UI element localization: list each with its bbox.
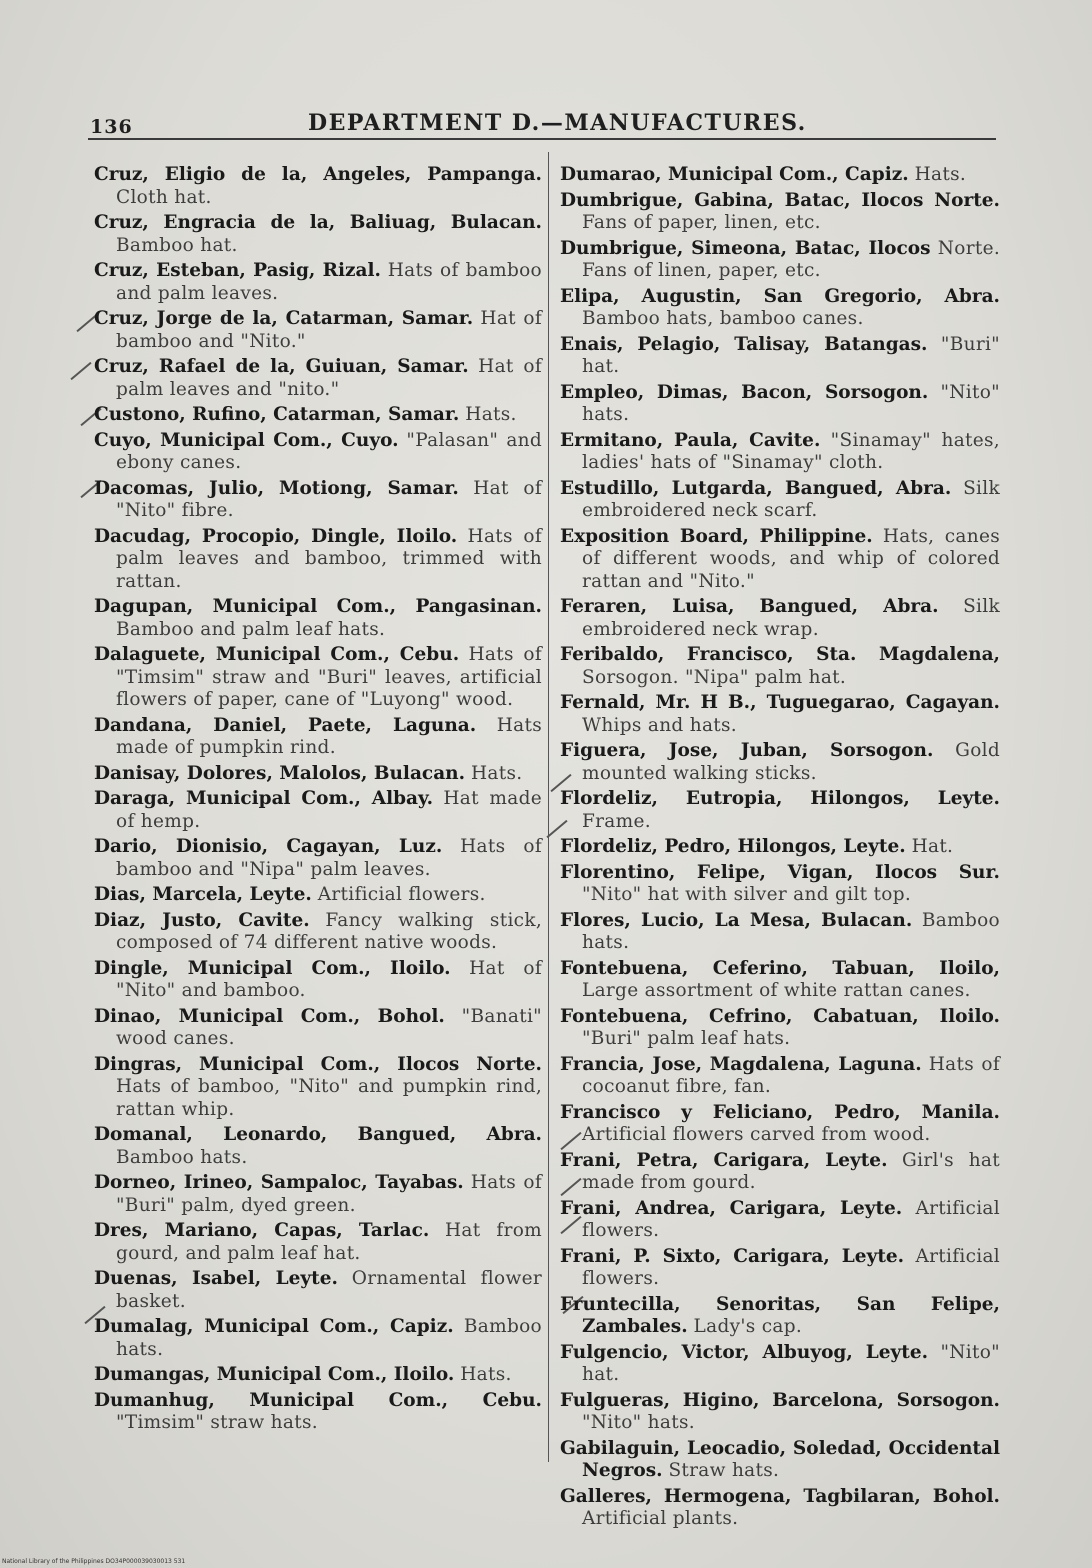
exhibitor-name: Empleo, Dimas, Bacon, Sorsogon. xyxy=(560,381,929,403)
exhibitor-name: Dacudag, Procopio, Dingle, Iloilo. xyxy=(94,525,458,547)
exhibitor-name: Dumbrigue, Simeona, Batac, Ilocos xyxy=(560,237,931,259)
exhibitor-name: Francisco y Feliciano, Pedro, Manila. xyxy=(560,1101,1000,1123)
exhibit-description: Hats of bamboo and "Nipa" palm leaves. xyxy=(116,836,543,880)
exhibitor-name: Dagupan, Municipal Com., Pangasinan. xyxy=(94,596,542,617)
exhibitor-name: Dario, Dionisio, Cagayan, Luz. xyxy=(94,836,443,857)
exhibitor-entry xyxy=(560,1486,1000,1531)
exhibit-description: Artificial flowers. xyxy=(317,884,486,905)
exhibitor-name: Cruz, Jorge de la, Catarman, Samar. xyxy=(94,308,474,329)
exhibitor-entry xyxy=(94,1054,542,1122)
exhibitor-name: Fruntecilla, Senoritas, San Felipe, Zambales. xyxy=(560,1293,1000,1337)
exhibitor-entry xyxy=(560,788,1000,833)
exhibitor-entry xyxy=(560,164,1000,187)
exhibitor-name: Flordeliz, Pedro, Hilongos, Leyte. xyxy=(560,836,906,857)
exhibit-description: "Palasan" and ebony canes. xyxy=(116,429,543,473)
exhibitor-entry xyxy=(94,308,542,353)
header-rule xyxy=(88,138,996,140)
exhibitor-name: Enais, Pelagio, Talisay, Batangas. xyxy=(560,333,928,355)
exhibitor-entry xyxy=(560,1150,1000,1195)
exhibit-description: Hats. xyxy=(465,404,517,425)
exhibitor-entry xyxy=(94,884,542,907)
exhibit-description: Gold mounted walking sticks. xyxy=(582,740,1000,784)
exhibit-description: "Sinamay" hates, ladies' hats of "Sinamay" cloth. xyxy=(582,429,1000,473)
exhibitor-entry xyxy=(560,1198,1000,1243)
exhibitor-name: Dumarao, Municipal Com., Capiz. xyxy=(560,164,909,185)
scan-footer: National Library of the Philippines DO34P000039030013 531 xyxy=(2,1558,186,1565)
exhibitor-name: Dorneo, Irineo, Sampaloc, Tayabas. xyxy=(94,1172,464,1193)
right-column xyxy=(560,164,1000,1534)
exhibitor-name: Cruz, Esteban, Pasig, Rizal. xyxy=(94,260,381,281)
exhibitor-entry xyxy=(94,836,542,881)
exhibitor-entry xyxy=(560,526,1000,594)
exhibitor-name: Domanal, Leonardo, Bangued, Abra. xyxy=(94,1124,542,1145)
exhibit-description: Hats. xyxy=(470,762,523,784)
exhibitor-entry xyxy=(94,1172,542,1217)
exhibitor-name: Dres, Mariano, Capas, Tarlac. xyxy=(94,1220,430,1241)
exhibit-description: Silk embroidered neck wrap. xyxy=(582,596,1000,640)
exhibitor-name: Dandana, Daniel, Paete, Laguna. xyxy=(94,714,477,736)
exhibitor-entry xyxy=(94,260,542,305)
exhibitor-entry xyxy=(560,430,1000,475)
exhibitor-name: Cruz, Eligio de la, Angeles, Pampanga. xyxy=(94,164,542,185)
exhibitor-entry xyxy=(94,1390,542,1435)
exhibitor-entry xyxy=(94,164,542,209)
exhibitor-name: Dingras, Municipal Com., Ilocos Norte. xyxy=(94,1053,542,1075)
exhibitor-name: Francia, Jose, Magdalena, Laguna. xyxy=(560,1053,922,1075)
exhibit-description: Hats of bamboo, "Nito" and pumpkin rind, rattan whip. xyxy=(116,1076,542,1120)
exhibitor-entry xyxy=(560,836,1000,859)
exhibitor-entry xyxy=(560,692,1000,737)
exhibit-description: "Banati" wood canes. xyxy=(116,1005,542,1049)
exhibitor-entry xyxy=(560,958,1000,1003)
exhibitor-name: Flores, Lucio, La Mesa, Bulacan. xyxy=(560,909,913,931)
exhibit-description: Cloth hat. xyxy=(116,186,212,208)
exhibitor-entry xyxy=(94,958,542,1003)
exhibitor-entry xyxy=(94,526,542,594)
exhibitor-entry xyxy=(94,212,542,257)
exhibitor-name: Estudillo, Lutgarda, Bangued, Abra. xyxy=(560,477,952,499)
exhibit-description: Hats of "Timsim" straw and "Buri" leaves, artificial flowers of paper, cane of "Luyong" wood. xyxy=(116,644,542,710)
exhibit-description: "Nito" hat with silver and gilt top. xyxy=(582,884,912,905)
exhibit-description: Lady's cap. xyxy=(693,1316,803,1337)
exhibitor-entry xyxy=(94,788,542,833)
exhibitor-entry xyxy=(560,238,1000,283)
exhibitor-name: Dumangas, Municipal Com., Iloilo. xyxy=(94,1364,455,1385)
exhibitor-name: Dingle, Municipal Com., Iloilo. xyxy=(94,957,451,979)
exhibit-description: "Nito" hat. xyxy=(582,1341,1000,1385)
exhibitor-entry xyxy=(560,644,1000,689)
exhibitor-name: Ermitano, Paula, Cavite. xyxy=(560,429,821,451)
exhibitor-name: Exposition Board, Philippine. xyxy=(560,525,873,547)
exhibitor-name: Feraren, Luisa, Bangued, Abra. xyxy=(560,596,939,617)
exhibit-description: "Buri" palm leaf hats. xyxy=(582,1028,791,1049)
exhibitor-entry xyxy=(94,644,542,712)
exhibitor-entry xyxy=(94,1316,542,1361)
exhibit-description: Hat of "Nito" fibre. xyxy=(116,477,542,521)
exhibitor-entry xyxy=(560,478,1000,523)
exhibit-description: "Nito" hats. xyxy=(582,1412,695,1433)
exhibitor-entry xyxy=(560,1246,1000,1291)
exhibitor-entry xyxy=(94,1268,542,1313)
exhibitor-name: Gabilaguin, Leocadio, Soledad, Occidental Negros. xyxy=(560,1437,1000,1481)
exhibitor-entry xyxy=(560,334,1000,379)
exhibit-description: Frame. xyxy=(582,810,651,832)
exhibitor-name: Figuera, Jose, Juban, Sorsogon. xyxy=(560,740,934,761)
exhibitor-name: Dumanhug, Municipal Com., Cebu. xyxy=(94,1389,542,1411)
exhibitor-name: Cruz, Engracia de la, Baliuag, Bulacan. xyxy=(94,212,542,233)
exhibit-description: Hat made of hemp. xyxy=(116,788,542,832)
exhibitor-name: Frani, P. Sixto, Carigara, Leyte. xyxy=(560,1245,905,1267)
exhibit-description: Fancy walking stick, composed of 74 different native woods. xyxy=(116,909,543,953)
page-title: DEPARTMENT D.—MANUFACTURES. xyxy=(308,110,807,136)
exhibitor-entry xyxy=(560,596,1000,641)
exhibit-description: Girl's hat made from gourd. xyxy=(582,1149,1000,1193)
exhibitor-name: Dias, Marcela, Leyte. xyxy=(94,884,312,905)
exhibit-description: Hats made of pumpkin rind. xyxy=(116,714,542,758)
exhibitor-name: Galleres, Hermogena, Tagbilaran, Bohol. xyxy=(560,1485,1000,1507)
exhibit-description: Hats. xyxy=(460,1364,512,1385)
exhibit-description: Artificial plants. xyxy=(582,1508,739,1529)
exhibit-description: Bamboo and palm leaf hats. xyxy=(116,618,386,640)
exhibitor-entry xyxy=(560,1438,1000,1483)
exhibitor-name: Frani, Petra, Carigara, Leyte. xyxy=(560,1149,888,1171)
exhibitor-name: Fernald, Mr. H B., Tuguegarao, Cagayan. xyxy=(560,692,1000,713)
exhibit-description: Hats. xyxy=(914,164,967,185)
exhibit-description: Artificial flowers. xyxy=(582,1197,1000,1241)
exhibitor-name: Elipa, Augustin, San Gregorio, Abra. xyxy=(560,285,1000,307)
exhibitor-name: Florentino, Felipe, Vigan, Ilocos Sur. xyxy=(560,861,1000,883)
exhibit-description: Artificial flowers carved from wood. xyxy=(582,1124,931,1145)
exhibit-description: Bamboo hats. xyxy=(116,1316,542,1360)
exhibitor-entry xyxy=(94,1006,542,1051)
exhibit-description: Hat from gourd, and palm leaf hat. xyxy=(116,1220,542,1264)
exhibitor-name: Cuyo, Municipal Com., Cuyo. xyxy=(94,429,399,451)
exhibitor-entry xyxy=(94,715,542,760)
exhibitor-name: Daraga, Municipal Com., Albay. xyxy=(94,788,434,809)
exhibit-description: Hats, canes of different woods, and whip of colored rattan and "Nito." xyxy=(582,525,1000,592)
exhibitor-entry xyxy=(560,740,1000,785)
exhibit-description: Sorsogon. "Nipa" palm hat. xyxy=(582,666,847,688)
exhibit-description: "Buri" hat. xyxy=(582,333,1000,377)
exhibitor-name: Fontebuena, Ceferino, Tabuan, Iloilo, xyxy=(560,957,1000,979)
exhibit-description: Ornamental flower basket. xyxy=(116,1268,542,1312)
exhibitor-entry xyxy=(560,1102,1000,1147)
exhibitor-name: Fontebuena, Cefrino, Cabatuan, Iloilo. xyxy=(560,1005,1000,1027)
page-number: 136 xyxy=(90,116,133,138)
exhibitor-name: Feribaldo, Francisco, Sta. Magdalena, xyxy=(560,644,1000,665)
exhibitor-name: Dumbrigue, Gabina, Batac, Ilocos Norte. xyxy=(560,189,1000,211)
exhibitor-entry xyxy=(94,1364,542,1387)
exhibitor-name: Dinao, Municipal Com., Bohol. xyxy=(94,1005,445,1027)
column-divider xyxy=(548,152,549,1462)
exhibitor-name: Custono, Rufino, Catarman, Samar. xyxy=(94,404,460,425)
exhibit-description: "Nito" hats. xyxy=(582,381,1000,425)
exhibit-description: Hats of palm leaves and bamboo, trimmed with rattan. xyxy=(116,525,542,592)
exhibitor-name: Flordeliz, Eutropia, Hilongos, Leyte. xyxy=(560,788,1000,809)
exhibit-description: Hats of cocoanut fibre, fan. xyxy=(582,1053,1000,1097)
exhibitor-name: Dacomas, Julio, Motiong, Samar. xyxy=(94,477,459,499)
exhibit-description: Hats of bamboo and palm leaves. xyxy=(116,260,542,304)
exhibitor-entry xyxy=(94,910,542,955)
exhibitor-name: Dumalag, Municipal Com., Capiz. xyxy=(94,1316,454,1337)
exhibitor-entry xyxy=(94,356,542,401)
exhibitor-entry xyxy=(560,1342,1000,1387)
exhibit-description: Hat. xyxy=(911,836,954,857)
exhibit-description: Bamboo hats, bamboo canes. xyxy=(582,308,864,329)
exhibit-description: Hat of palm leaves and "nito." xyxy=(116,356,542,400)
left-column xyxy=(94,164,542,1438)
exhibitor-name: Frani, Andrea, Carigara, Leyte. xyxy=(560,1197,903,1219)
exhibitor-name: Diaz, Justo, Cavite. xyxy=(94,909,310,931)
exhibit-description: Straw hats. xyxy=(668,1460,780,1481)
exhibit-description: "Timsim" straw hats. xyxy=(116,1412,318,1433)
exhibit-description: Large assortment of white rattan canes. xyxy=(582,980,971,1001)
exhibitor-name: Cruz, Rafael de la, Guiuan, Samar. xyxy=(94,356,469,377)
exhibitor-name: Dalaguete, Municipal Com., Cebu. xyxy=(94,644,460,665)
exhibitor-entry xyxy=(94,763,542,786)
exhibit-description: Whips and hats. xyxy=(582,714,737,736)
exhibit-description: Hat of "Nito" and bamboo. xyxy=(116,957,542,1001)
exhibitor-name: Fulgencio, Victor, Albuyog, Leyte. xyxy=(560,1341,929,1363)
exhibitor-entry xyxy=(94,430,542,475)
exhibitor-entry xyxy=(560,286,1000,331)
exhibitor-entry xyxy=(560,910,1000,955)
exhibit-description: Silk embroidered neck scarf. xyxy=(582,477,1000,521)
exhibit-description: Fans of paper, linen, etc. xyxy=(582,212,821,233)
exhibitor-entry xyxy=(94,596,542,641)
exhibit-description: Bamboo hats. xyxy=(116,1146,248,1168)
exhibitor-entry xyxy=(560,382,1000,427)
exhibitor-entry xyxy=(94,1124,542,1169)
exhibit-description: Artificial flowers. xyxy=(582,1245,1000,1289)
exhibitor-entry xyxy=(94,1220,542,1265)
exhibit-description: Hats of "Buri" palm, dyed green. xyxy=(116,1172,542,1216)
pencil-check-mark xyxy=(70,362,91,380)
exhibitor-entry xyxy=(560,1054,1000,1099)
exhibitor-entry xyxy=(560,1294,1000,1339)
exhibitor-entry xyxy=(560,190,1000,235)
exhibitor-name: Danisay, Dolores, Malolos, Bulacan. xyxy=(94,762,466,784)
exhibit-description: Hat of bamboo and "Nito." xyxy=(116,308,543,352)
exhibit-description: Norte. Fans of linen, paper, etc. xyxy=(582,237,1000,281)
exhibitor-name: Fulgueras, Higino, Barcelona, Sorsogon. xyxy=(560,1389,1000,1411)
exhibitor-entry xyxy=(560,862,1000,907)
exhibitor-entry xyxy=(94,404,542,427)
exhibitor-entry xyxy=(560,1006,1000,1051)
exhibitor-name: Duenas, Isabel, Leyte. xyxy=(94,1268,338,1289)
exhibitor-entry xyxy=(560,1390,1000,1435)
exhibit-description: Bamboo hats. xyxy=(582,909,1000,953)
exhibitor-entry xyxy=(94,478,542,523)
exhibit-description: Bamboo hat. xyxy=(116,234,238,256)
